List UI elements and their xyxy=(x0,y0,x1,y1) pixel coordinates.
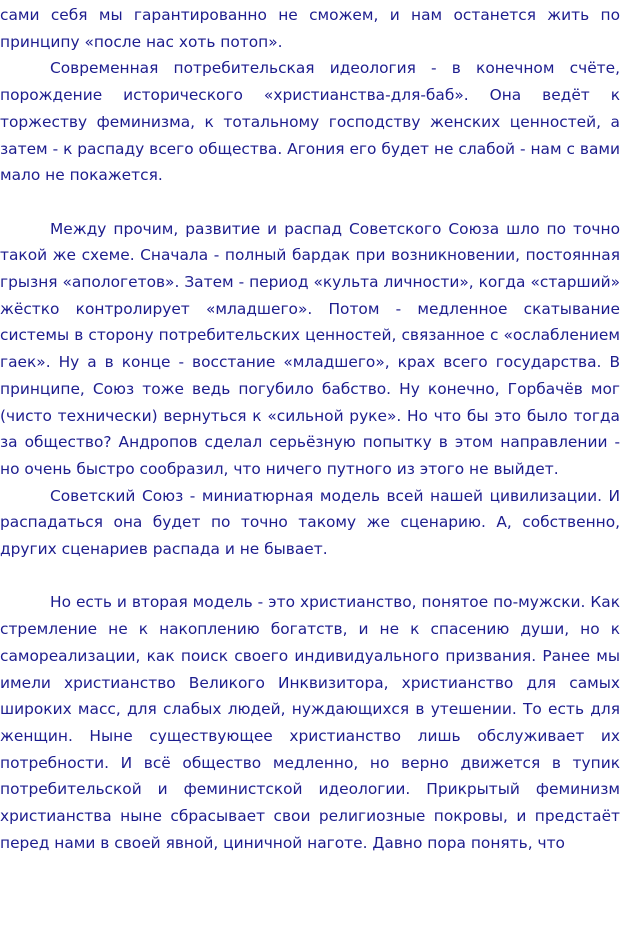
paragraph-gap xyxy=(0,563,620,590)
text-body xyxy=(0,2,620,856)
paragraph-5: Но есть и вторая модель - это христианство, понятое по-мужски. Как стремление не к накоплению богатств, и не к спасению души, но к самореализации, как поиск своего индивидуального призвания. Ранее мы имели христианство Великого Инквизитора, христианство для самых широких масс, для слабых людей, нуждающихся в утешении. То есть для женщин. Ныне существующее христианство лишь обслуживает их потребности. И всё общество медленно, но верно движется в тупик потребительской и феминистской идеологии. Прикрытый феминизм христианства ныне сбрасывает свои религиозные покровы, и предстаёт перед нами в своей явной, циничной наготе. Давно пора понять, что xyxy=(0,593,620,852)
paragraph-3: Между прочим, развитие и распад Советского Союза шло по точно такой же схеме. Сначала - полный бардак при возникновении, постоянная грызня «апологетов». Затем - период «культа личности», когда «старший» жёстко контролирует «младшего». Потом - медленное скатывание системы в сторону потребительских ценностей, связанное с «ослаблением гаек». Ну а в конце - восстание «младшего», крах всего государства. В принципе, Союз тоже ведь погубило бабство. Ну конечно, Горбачёв мог (чисто технически) вернуться к «сильной руке». Но что бы это было тогда за общество? Андропов сделал серьёзную попытку в этом направлении - но очень быстро сообразил, что ничего путного из этого не выйдет. xyxy=(0,219,620,478)
paragraph-2: Современная потребительская идеология - в конечном счёте, порождение исторического «христианства-для-баб». Она ведёт к торжеству феминизма, к тотальному господству женских ценностей, а затем - к распаду всего общества. Агония его будет не слабой - нам с вами мало не покажется. xyxy=(0,59,620,185)
paragraph-4: Советский Союз - миниатюрная модель всей нашей цивилизации. И распадаться она будет по точно такому же сценарию. А, собственно, других сценариев распада и не бывает. xyxy=(0,486,620,559)
paragraph-1: сами себя мы гарантированно не сможем, и нам останется жить по принципу «после нас хоть потоп». xyxy=(0,6,620,51)
paragraph-gap xyxy=(0,189,620,216)
